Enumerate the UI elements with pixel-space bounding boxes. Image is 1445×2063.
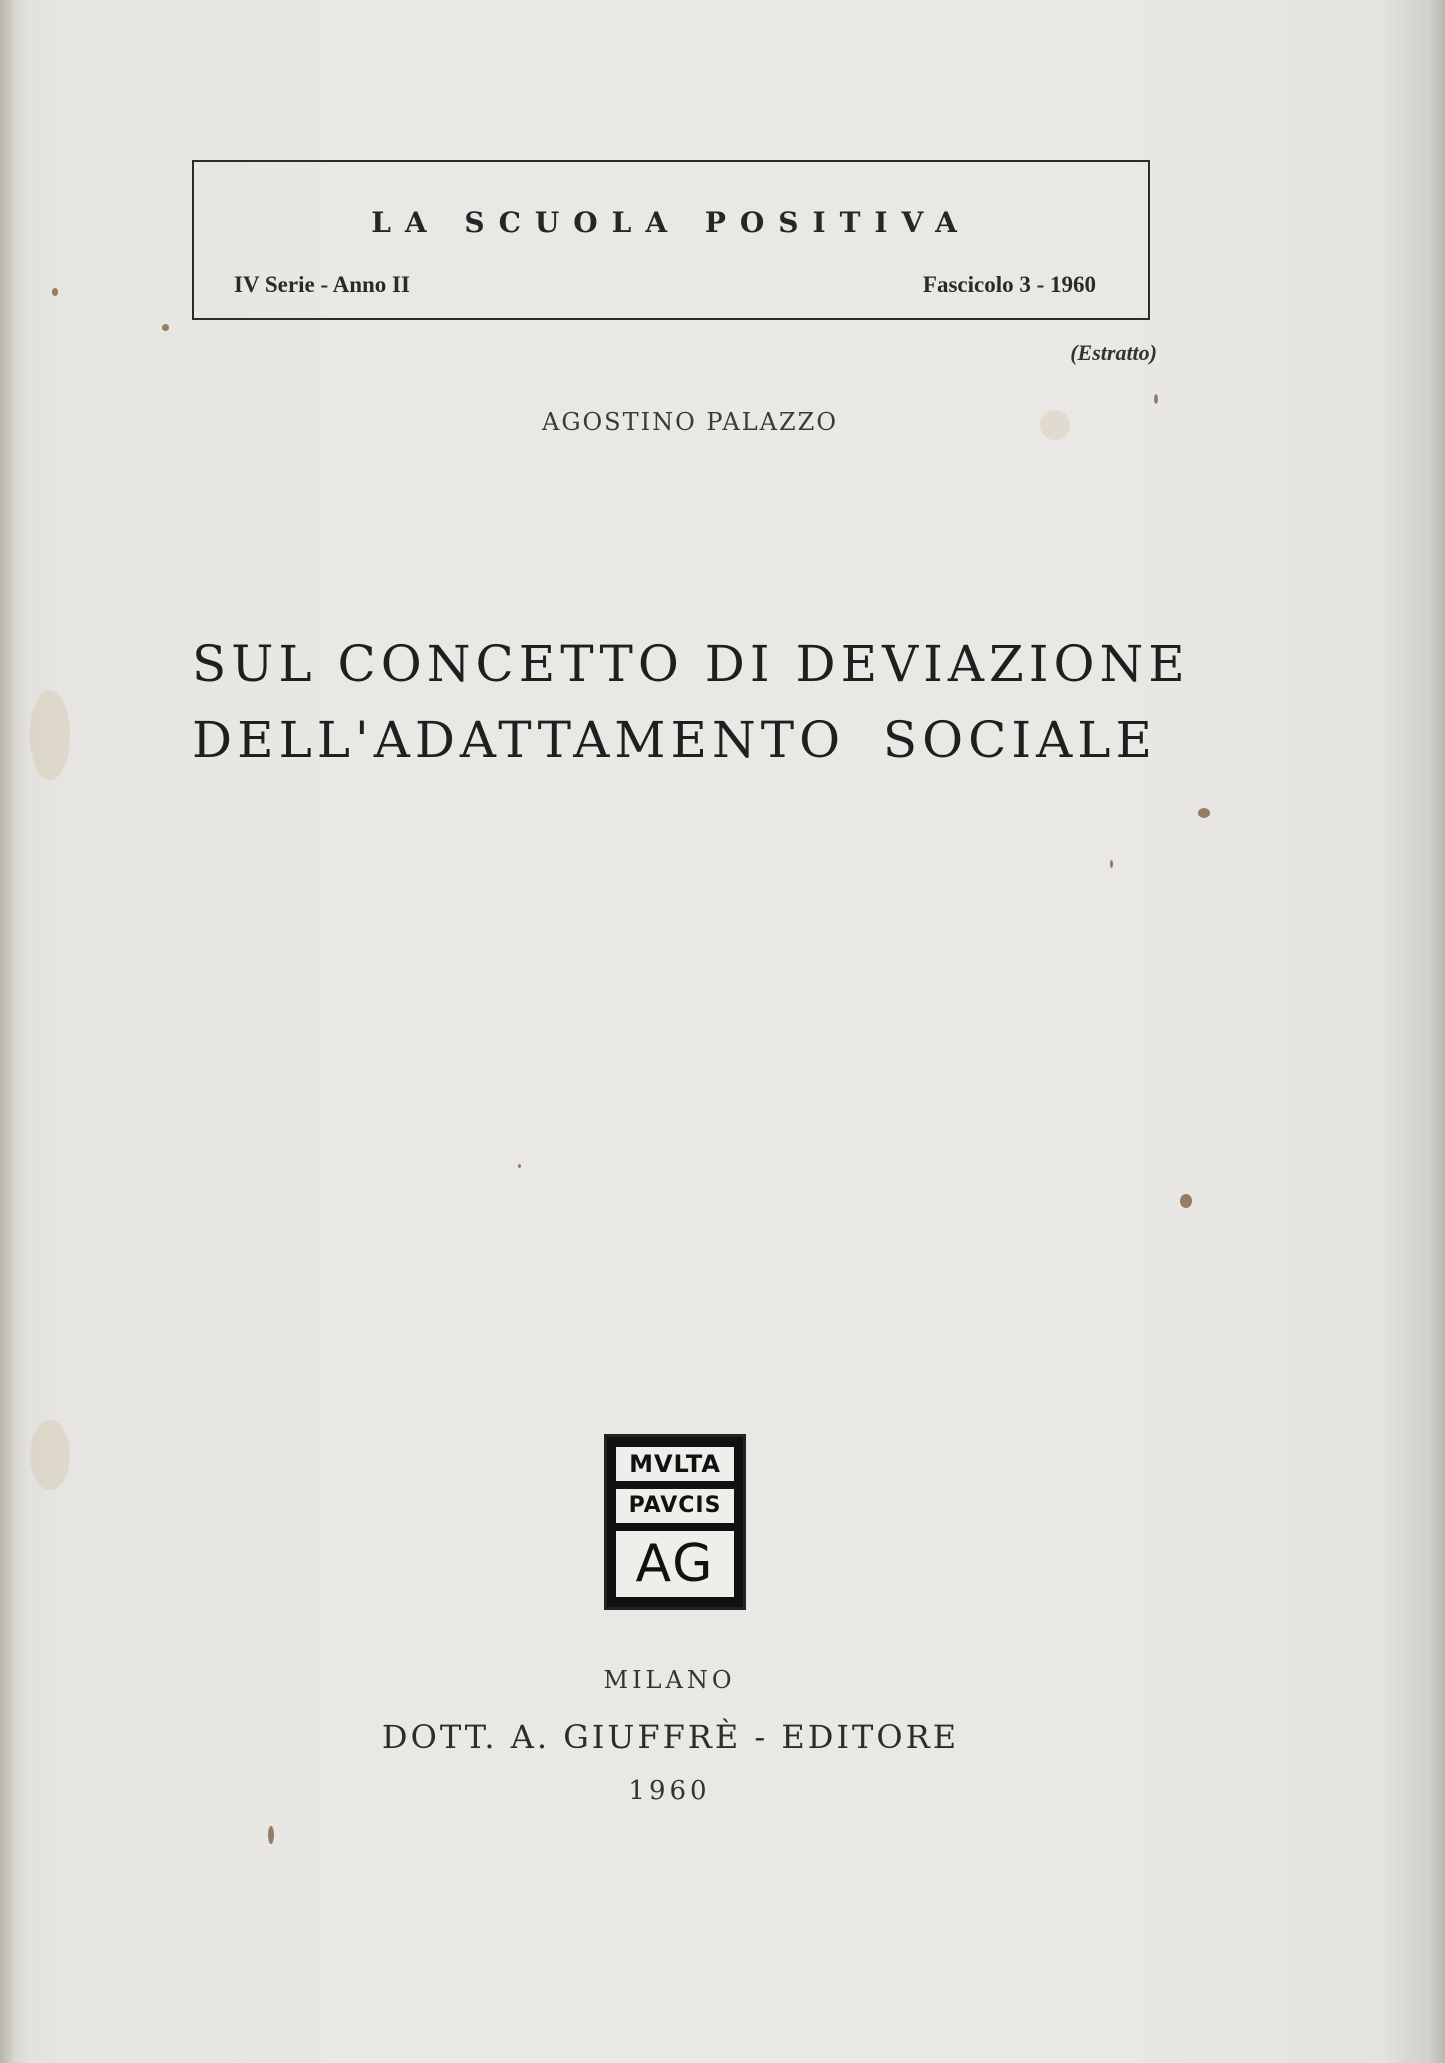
journal-issue: Fascicolo 3 - 1960 xyxy=(922,272,1096,297)
logo-text-multa: MVLTA xyxy=(616,1447,734,1481)
paper-speck xyxy=(268,1826,274,1844)
journal-title: LA SCUOLA POSITIVA xyxy=(371,206,971,239)
publisher-logo xyxy=(604,1434,746,1610)
book-title-line-2: DELL'ADATTAMENTO SOCIALE xyxy=(192,711,1157,769)
paper-speck xyxy=(1180,1194,1192,1208)
journal-masthead xyxy=(192,160,1150,320)
paper-speck xyxy=(1198,808,1210,818)
journal-series: IV Serie - Anno II xyxy=(234,272,410,297)
paper-speck xyxy=(1110,860,1113,868)
paper-speck xyxy=(1154,394,1158,404)
imprint-year: 1960 xyxy=(628,1776,711,1806)
paper-stain xyxy=(30,690,70,780)
logo-monogram: AG xyxy=(616,1531,734,1597)
paper-speck xyxy=(162,324,169,331)
extract-label: (Estratto) xyxy=(1070,340,1157,365)
book-title xyxy=(192,626,1190,778)
paper-speck xyxy=(52,288,58,296)
logo-text-paucis: PAVCIS xyxy=(616,1489,734,1523)
paper-speck xyxy=(518,1164,521,1168)
author-name: AGOSTINO PALAZZO xyxy=(542,408,838,436)
imprint-publisher: DOTT. A. GIUFFRÈ - EDITORE xyxy=(381,1718,960,1756)
book-title-line-1: SUL CONCETTO DI DEVIAZIONE xyxy=(192,635,1190,693)
paper-stain xyxy=(30,1420,70,1490)
imprint-city: MILANO xyxy=(603,1666,736,1694)
